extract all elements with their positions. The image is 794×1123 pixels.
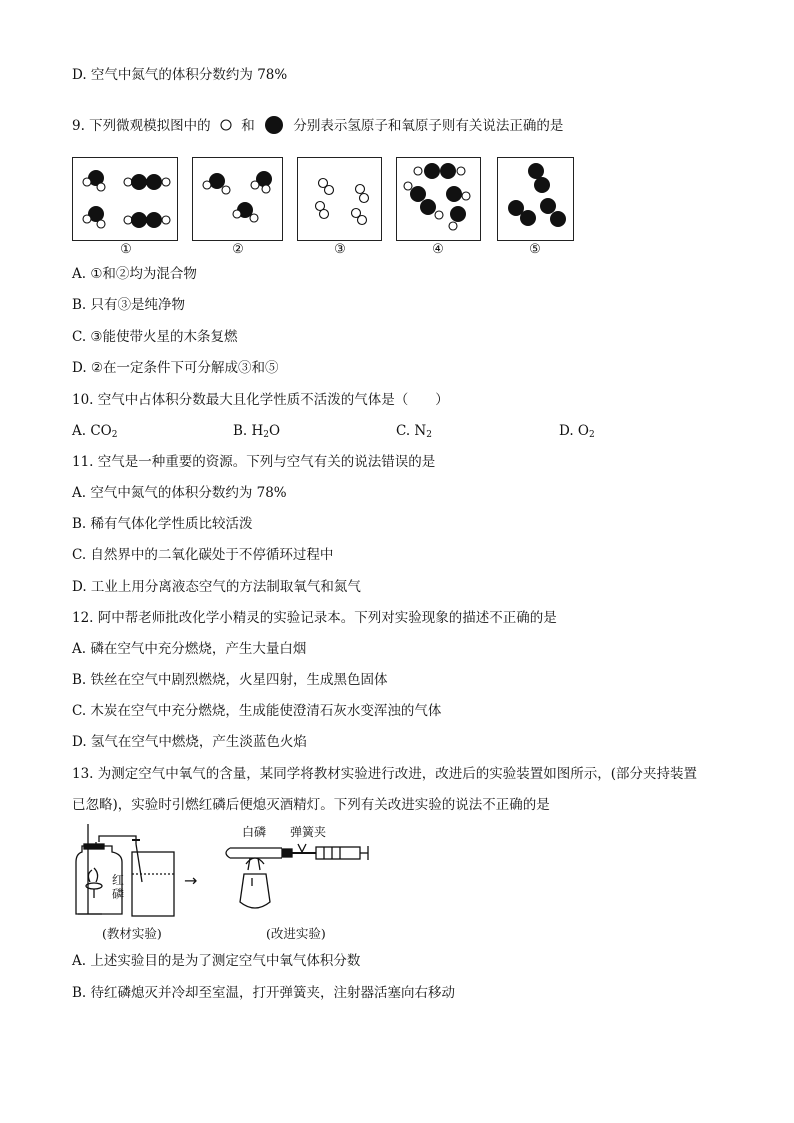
experiment-apparatus-diagram: [72, 822, 382, 922]
q9-stem-part-c: 分别表示氢原子和氧原子则有关说法正确的是: [293, 118, 564, 134]
model-label-1: ①: [120, 242, 132, 257]
q13-option-b: B. 待红磷熄灭并冷却至室温，打开弹簧夹，注射器活塞向右移动: [72, 985, 456, 1001]
model-diagram-2: [193, 158, 282, 240]
q12-option-a: A. 磷在空气中充分燃烧，产生大量白烟: [72, 641, 307, 657]
red-phosphorus-label-1: 红: [112, 873, 125, 887]
model-label-5: ⑤: [529, 242, 541, 257]
q11-option-a: A. 空气中氮气的体积分数约为 78%: [72, 485, 287, 501]
spring-clamp-label: 弹簧夹: [290, 825, 327, 839]
q13-option-a: A. 上述实验目的是为了测定空气中氧气体积分数: [72, 953, 361, 969]
q10-option-b: B. $H_2O$: [233, 423, 281, 440]
q9-stem: [72, 115, 563, 135]
hydrogen-atom-icon: [215, 117, 237, 133]
red-phosphorus-label-2: 磷: [112, 887, 125, 901]
q9-option-c: C. ③能使带火星的木条复燃: [72, 329, 238, 345]
q9-option-d: D. ②在一定条件下可分解成③和⑤: [72, 360, 279, 376]
q11-stem: 11. 空气是一种重要的资源。下列与空气有关的说法错误的是: [72, 454, 436, 470]
q10-stem: 10. 空气中占体积分数最大且化学性质不活泼的气体是（ ）: [72, 392, 449, 408]
q11-option-d: D. 工业上用分离液态空气的方法制取氧气和氮气: [72, 579, 361, 595]
q9-option-a: A. ①和②均为混合物: [72, 266, 197, 282]
q13-stem-line-1: 13. 为测定空气中氧气的含量，某同学将教材实验进行改进，改进后的实验装置如图所示，(部分夹持装置: [72, 766, 698, 782]
model-box-3: [297, 157, 382, 241]
model-box-5: [497, 157, 574, 241]
caption-textbook: (教材实验): [102, 926, 162, 941]
q12-option-c: C. 木炭在空气中充分燃烧，生成能使澄清石灰水变浑浊的气体: [72, 703, 442, 719]
q12-stem: 12. 阿中帮老师批改化学小精灵的实验记录本。下列对实验现象的描述不正确的是: [72, 610, 557, 626]
model-box-1: [72, 157, 178, 241]
q8-option-d: D. 空气中氮气的体积分数约为 78%: [72, 67, 288, 83]
model-label-2: ②: [232, 242, 244, 257]
q10-option-a: A. $CO_2$: [72, 423, 118, 440]
caption-improved: (改进实验): [266, 926, 326, 941]
q11-option-b: B. 稀有气体化学性质比较活泼: [72, 516, 253, 532]
textbook-apparatus: [76, 824, 174, 916]
model-label-3: ③: [334, 242, 346, 257]
model-diagram-4: [397, 158, 480, 240]
q9-option-b: B. 只有③是纯净物: [72, 297, 186, 313]
model-box-4: [396, 157, 481, 241]
q10-option-c: C. $N_2$: [396, 423, 432, 440]
q9-stem-part-b: 和: [241, 118, 255, 134]
arrow-icon: →: [184, 871, 198, 890]
q13-stem-line-2: 已忽略)，实验时引燃红磷后便熄灭酒精灯。下列有关改进实验的说法不正确的是: [72, 797, 550, 813]
oxygen-atom-icon: [259, 115, 289, 135]
q12-option-b: B. 铁丝在空气中剧烈燃烧，火星四射，生成黑色固体: [72, 672, 388, 688]
model-diagram-5: [498, 158, 573, 240]
q12-option-d: D. 氢气在空气中燃烧，产生淡蓝色火焰: [72, 734, 307, 750]
model-diagram-1: [73, 158, 177, 240]
q10-option-d: D. $O_2$: [559, 423, 595, 440]
model-label-4: ④: [432, 242, 444, 257]
model-box-2: [192, 157, 283, 241]
q11-option-c: C. 自然界中的二氧化碳处于不停循环过程中: [72, 547, 334, 563]
improved-apparatus: [226, 844, 368, 908]
q9-stem-part-a: 9. 下列微观模拟图中的: [72, 118, 211, 134]
model-diagram-3: [298, 158, 381, 240]
white-phosphorus-label: 白磷: [242, 825, 267, 839]
